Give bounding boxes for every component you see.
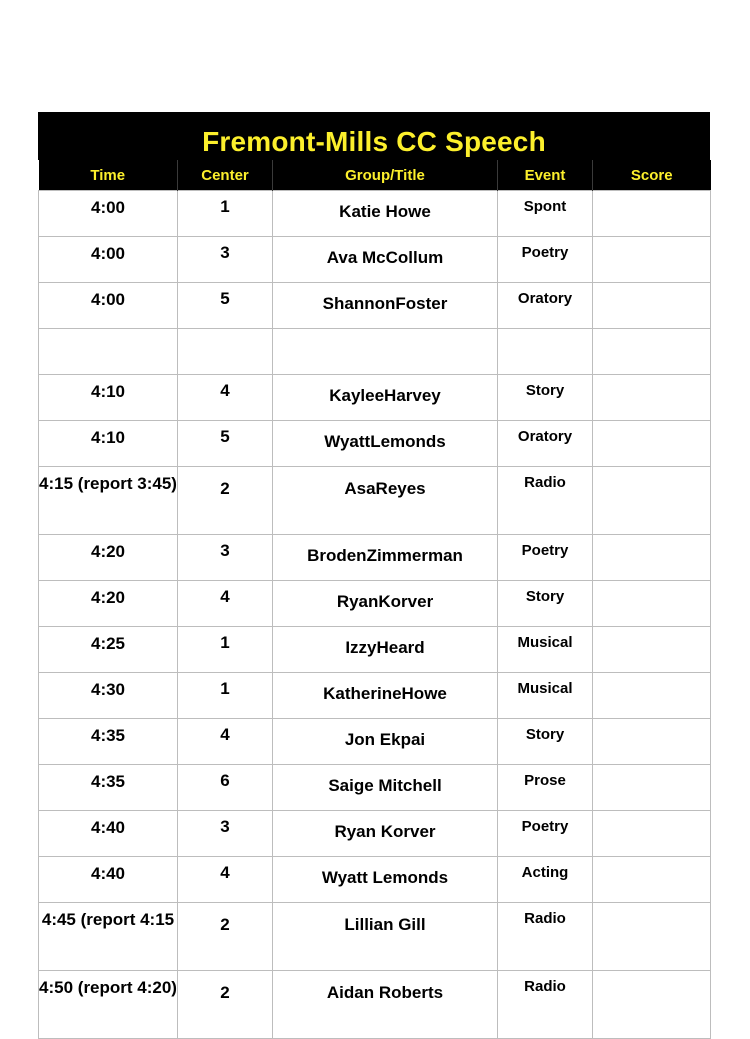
cell-event: Poetry [498, 811, 593, 857]
column-header-group: Group/Title [273, 160, 498, 191]
table-row [39, 191, 711, 237]
cell-group: Katie Howe [273, 191, 498, 237]
cell-event: Story [498, 719, 593, 765]
cell-center: 1 [178, 673, 273, 719]
cell-group: Wyatt Lemonds [273, 857, 498, 903]
cell-score [593, 581, 711, 627]
table-row [39, 375, 711, 421]
cell-group: Ryan Korver [273, 811, 498, 857]
cell-score [593, 329, 711, 375]
cell-time: 4:15 (report 3:45) [39, 467, 178, 535]
cell-center: 2 [178, 971, 273, 1039]
cell-center: 4 [178, 581, 273, 627]
cell-time: 4:40 [39, 811, 178, 857]
table-row [39, 581, 711, 627]
cell-score [593, 811, 711, 857]
cell-event: Spont [498, 191, 593, 237]
cell-time: 4:35 [39, 765, 178, 811]
table-row [39, 627, 711, 673]
cell-center: 6 [178, 765, 273, 811]
table-row [39, 857, 711, 903]
cell-time: 4:50 (report 4:20) [39, 971, 178, 1039]
cell-score [593, 237, 711, 283]
cell-event: Story [498, 581, 593, 627]
cell-event: Story [498, 375, 593, 421]
cell-center: 4 [178, 719, 273, 765]
cell-score [593, 903, 711, 971]
cell-time: 4:10 [39, 375, 178, 421]
cell-time: 4:00 [39, 283, 178, 329]
column-header-time: Time [39, 160, 178, 191]
sheet-title: Fremont-Mills CC Speech [38, 112, 710, 160]
cell-score [593, 673, 711, 719]
cell-center: 3 [178, 237, 273, 283]
table-row [39, 283, 711, 329]
cell-event: Poetry [498, 237, 593, 283]
table-row [39, 237, 711, 283]
cell-group: Saige Mitchell [273, 765, 498, 811]
cell-time [39, 329, 178, 375]
cell-time: 4:00 [39, 191, 178, 237]
cell-score [593, 421, 711, 467]
cell-group [273, 329, 498, 375]
table-row [39, 467, 711, 535]
cell-score [593, 627, 711, 673]
cell-event: Prose [498, 765, 593, 811]
cell-event: Radio [498, 467, 593, 535]
schedule-body [39, 191, 711, 1039]
cell-center: 4 [178, 857, 273, 903]
cell-time: 4:45 (report 4:15 [39, 903, 178, 971]
cell-event: Musical [498, 627, 593, 673]
table-row [39, 535, 711, 581]
table-row [39, 811, 711, 857]
cell-event: Acting [498, 857, 593, 903]
cell-group: ShannonFoster [273, 283, 498, 329]
cell-group: RyanKorver [273, 581, 498, 627]
cell-score [593, 535, 711, 581]
cell-event: Radio [498, 903, 593, 971]
cell-center: 3 [178, 535, 273, 581]
cell-center: 1 [178, 191, 273, 237]
cell-event [498, 329, 593, 375]
schedule-table [38, 160, 711, 1039]
cell-score [593, 191, 711, 237]
cell-group: BrodenZimmerman [273, 535, 498, 581]
column-header-center: Center [178, 160, 273, 191]
cell-event: Oratory [498, 421, 593, 467]
table-row [39, 903, 711, 971]
cell-time: 4:25 [39, 627, 178, 673]
table-row [39, 719, 711, 765]
table-row [39, 765, 711, 811]
cell-center: 2 [178, 903, 273, 971]
schedule-sheet [38, 112, 710, 1039]
cell-group: Aidan Roberts [273, 971, 498, 1039]
cell-score [593, 719, 711, 765]
cell-event: Musical [498, 673, 593, 719]
cell-group: Ava McCollum [273, 237, 498, 283]
cell-score [593, 375, 711, 421]
column-header-score: Score [593, 160, 711, 191]
table-row [39, 673, 711, 719]
cell-event: Poetry [498, 535, 593, 581]
cell-center [178, 329, 273, 375]
cell-center: 2 [178, 467, 273, 535]
cell-group: Lillian Gill [273, 903, 498, 971]
table-row [39, 971, 711, 1039]
cell-time: 4:00 [39, 237, 178, 283]
cell-group: WyattLemonds [273, 421, 498, 467]
cell-score [593, 765, 711, 811]
cell-group: Jon Ekpai [273, 719, 498, 765]
cell-time: 4:35 [39, 719, 178, 765]
cell-group: AsaReyes [273, 467, 498, 535]
cell-score [593, 857, 711, 903]
cell-time: 4:20 [39, 535, 178, 581]
cell-group: KayleeHarvey [273, 375, 498, 421]
table-row [39, 421, 711, 467]
cell-center: 4 [178, 375, 273, 421]
cell-time: 4:10 [39, 421, 178, 467]
cell-score [593, 467, 711, 535]
table-row [39, 329, 711, 375]
cell-center: 3 [178, 811, 273, 857]
cell-center: 1 [178, 627, 273, 673]
cell-time: 4:40 [39, 857, 178, 903]
cell-group: IzzyHeard [273, 627, 498, 673]
cell-score [593, 283, 711, 329]
cell-event: Oratory [498, 283, 593, 329]
cell-center: 5 [178, 421, 273, 467]
header-row [39, 160, 711, 191]
cell-event: Radio [498, 971, 593, 1039]
cell-score [593, 971, 711, 1039]
cell-group: KatherineHowe [273, 673, 498, 719]
cell-time: 4:30 [39, 673, 178, 719]
column-header-event: Event [498, 160, 593, 191]
cell-center: 5 [178, 283, 273, 329]
cell-time: 4:20 [39, 581, 178, 627]
